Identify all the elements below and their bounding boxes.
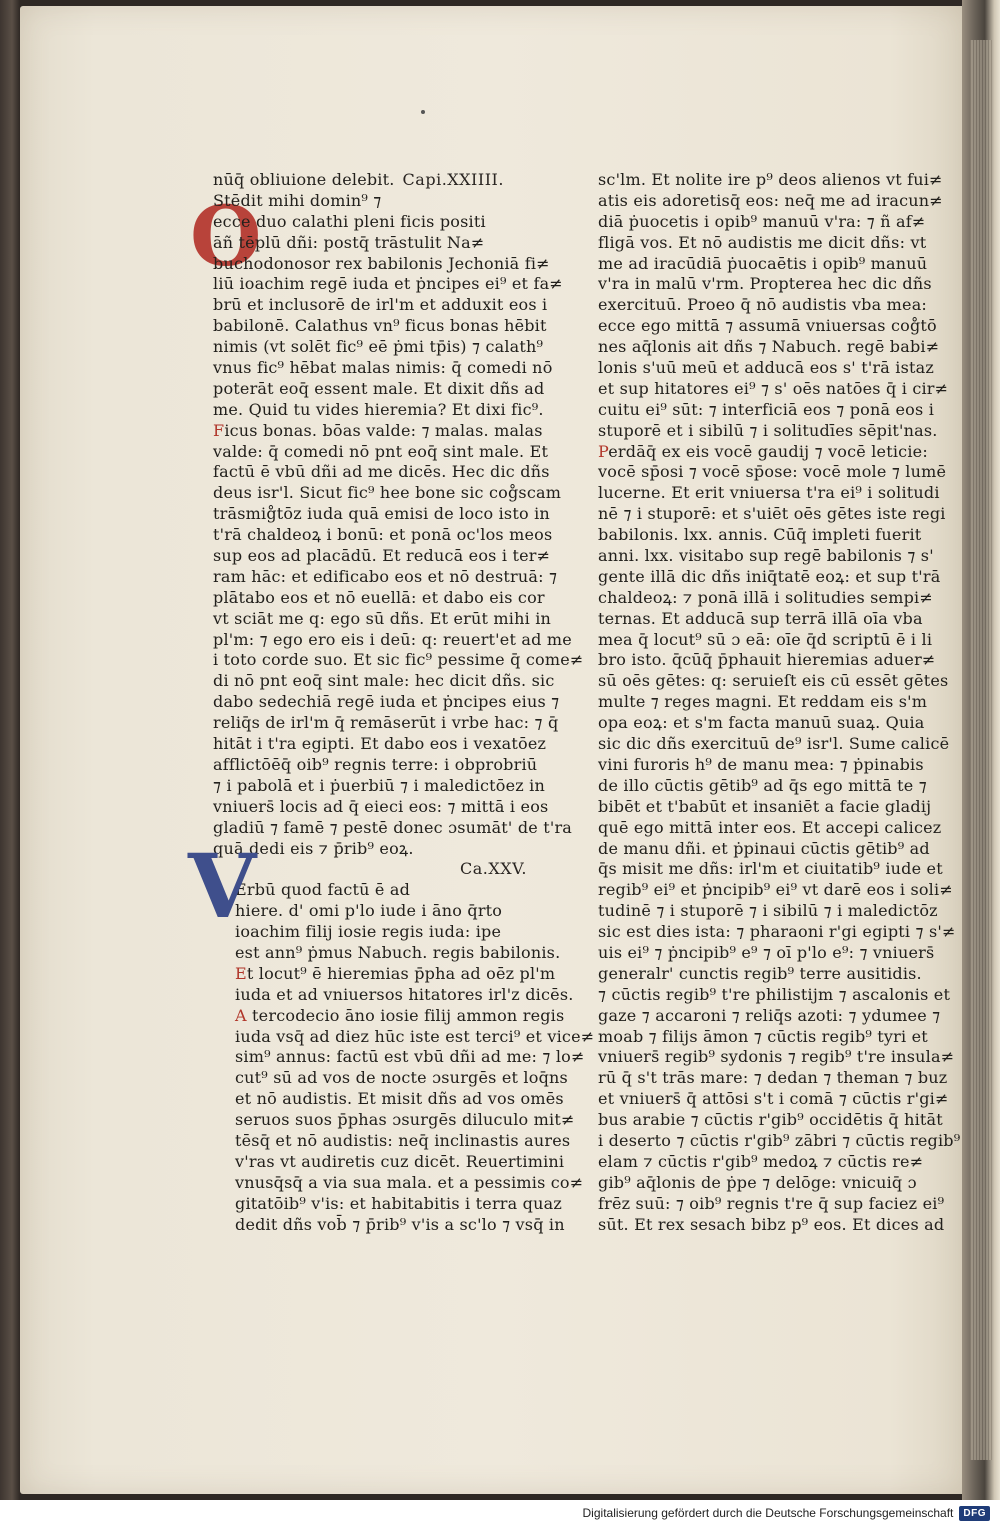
- text-line: quā dedi eis ⁊ p̄rib⁹ eoꝝ.: [213, 838, 414, 858]
- text-line: t'rā chaldeoꝝ i bonū: et ponā oc'los meos: [213, 525, 553, 545]
- text-line: rū q̄ s't trās mare: ⁊ dedan ⁊ theman ⁊ buz: [598, 1068, 948, 1088]
- text-line: vniuers̄ regib⁹ sydonis ⁊ regib⁹ t're insula≠: [598, 1047, 955, 1067]
- text-line: me ad iracūdiā ṗuocaētis i opib⁹ manuū: [598, 253, 928, 273]
- text-line: et nō audistis. Et misit dñs ad vos omēs: [235, 1089, 564, 1109]
- text-line: multe ⁊ reges magni. Et reddam eis s'm: [598, 692, 928, 712]
- text-line: nimis (vt solēt fic⁹ eē ṗmi tp̄is) ⁊ calath⁹: [213, 337, 544, 357]
- text-line: poterāt eoq̄ essent male. Et dixit dñs ad: [213, 378, 545, 398]
- text-line: Perdāq̄ ex eis vocē gaudij ⁊ vocē leticie:: [598, 441, 928, 461]
- text-line: sc'lm. Et nolite ire p⁹ deos alienos vt fui≠: [598, 170, 943, 189]
- chapter-heading: Ca.XXV.: [460, 859, 527, 879]
- text-line: ioachim filij iosie regis iuda: ipe: [235, 922, 502, 942]
- text-line: buchodonosor rex babilonis Jechoniā fi≠: [213, 253, 550, 273]
- text-line: gente illā dic dñs iniq̄tatē eoꝝ: et sup t'rā: [598, 566, 941, 586]
- text-line: sū oēs gētes: q: seruieſt eis cū essēt gētes: [598, 671, 949, 691]
- chapter-heading-row-2: [213, 859, 533, 880]
- text-line: frēz suū: ⁊ oib⁹ regnis t're q̄ sup faciez ei⁹: [598, 1193, 945, 1213]
- text-line: ⁊ cūctis regib⁹ t're philistijm ⁊ ascalonis et: [598, 984, 951, 1004]
- text-line: Erbū quod factū ē ad: [235, 880, 411, 900]
- text-line: generalr' cunctis regib⁹ terre ausitidis.: [598, 963, 922, 983]
- text-line: ecce duo calathi pleni ficis positi: [213, 211, 486, 231]
- text-line: iuda vsq̄ ad diez hūc iste est terci⁹ et vice≠: [235, 1026, 595, 1046]
- text-line: cuitu ei⁹ sūt: ⁊ interficiā eos ⁊ ponā eos i: [598, 399, 935, 419]
- text-line: fligā vos. Et nō audistis me dicit dñs: vt: [598, 232, 927, 252]
- chapter-24-text: [213, 190, 584, 860]
- text-line: reliq̄s de irl'm q̄ remāserūt i vrbe hac: ⁊ q̄: [213, 713, 559, 733]
- dfg-logo: DFG: [959, 1506, 990, 1521]
- text-line: bibēt et t'babūt et insaniēt a facie gladij: [598, 796, 932, 816]
- text-line: vnusq̄sq̄ a via sua mala. et a pessimis co≠: [235, 1172, 584, 1192]
- text-line: ⁊ i pabolā et i ṗuerbiū ⁊ i maledictōez in: [213, 775, 545, 795]
- text-line: et vniuers̄ q̄ attōsi s't i comā ⁊ cūctis r'gi≠: [598, 1089, 949, 1109]
- text-line: de illo cūctis gētib⁹ ad q̄s ego mittā te ⁊: [598, 775, 927, 795]
- page-mark: [421, 110, 425, 114]
- chapter-25-text: [213, 880, 595, 1235]
- text-line: iuda et ad vniuersos hitatores irl'z dicēs.: [235, 984, 574, 1004]
- footer-credit: Digitalisierung gefördert durch die Deutsche Forschungsgemeinschaft: [582, 1506, 954, 1520]
- text-line: tudinē ⁊ i stuporē ⁊ i sibilū ⁊ i maledictōz: [598, 901, 938, 921]
- text-line: anni. lxx. visitabo sup regē babilonis ⁊ s': [598, 546, 934, 566]
- text-line: nes aq̄lonis ait dñs ⁊ Nabuch. regē babi≠: [598, 337, 940, 357]
- text-line: v'ras vt audiretis cuz dicēt. Reuertimini: [235, 1151, 565, 1171]
- text-line: est ann⁹ ṗmus Nabuch. regis babilonis.: [235, 942, 561, 962]
- text-line: nē ⁊ i stuporē: et s'uiēt oēs gētes iste regi: [598, 504, 946, 524]
- text-line: moab ⁊ filijs āmon ⁊ cūctis regib⁹ tyri et: [598, 1026, 928, 1046]
- book-gutter: [962, 0, 1000, 1500]
- text-line: hitāt i t'ra egipti. Et dabo eos i vexatōez: [213, 734, 547, 754]
- text-line: afflictōēq̄ oib⁹ regnis terre: i obprobriū: [213, 754, 538, 774]
- text-line: dabo sedechiā regē iuda et ṗncipes eius ⁊: [213, 692, 560, 712]
- text-line: q̄s misit me dñs: irl'm et ciuitatib⁹ iude et: [598, 859, 943, 879]
- text-line: Et locut⁹ ē hieremias p̄pha ad oēz pl'm: [235, 963, 556, 983]
- text-line: sup eos ad placādū. Et reducā eos i ter≠: [213, 546, 551, 566]
- text-line: gaze ⁊ accaroni ⁊ reliq̄s azoti: ⁊ ydumee ⁊: [598, 1005, 941, 1025]
- chapter-heading-row: [213, 170, 533, 191]
- text-line: bus arabie ⁊ cūctis r'gib⁹ occidētis q̄ hitāt: [598, 1110, 943, 1130]
- text-line: Stēdit mihi domin⁹ ⁊: [213, 190, 382, 210]
- text-line: elam ⁊ cūctis r'gib⁹ medoꝝ ⁊ cūctis re≠: [598, 1151, 924, 1171]
- text-line: gladiū ⁊ famē ⁊ pestē donec ɔsumāt' de t'ra: [213, 817, 573, 837]
- text-line: stuporē et i sibilū ⁊ i solitudīes sēpit'nas.: [598, 420, 938, 440]
- text-line: liū ioachim regē iuda et ṗncipes ei⁹ et fa≠: [213, 274, 563, 294]
- text-line: bro isto. q̄cūq̄ p̄phauit hieremias aduer≠: [598, 650, 936, 670]
- text-line: vini furoris h⁹ de manu mea: ⁊ ṗpinabis: [598, 754, 924, 774]
- text-line: lucerne. Et erit vniuersa t'ra ei⁹ i solitudi: [598, 483, 940, 503]
- text-line: babilonē. Calathus vn⁹ ficus bonas hēbit: [213, 316, 547, 336]
- decorated-initial-red: O: [190, 189, 262, 285]
- text-line: valde: q̄ comedi nō pnt eoq̄ sint male. Et: [213, 441, 549, 461]
- text-line: babilonis. lxx. annis. Cūq̄ impleti fuerit: [598, 525, 922, 545]
- text-line: sim⁹ annus: factū est vbū dñi ad me: ⁊ lo≠: [235, 1047, 585, 1067]
- text-line: trāsmig̊tōz iuda quā emisi de loco isto in: [213, 504, 550, 524]
- text-line: factū ē vbū dñi ad me dicēs. Hec dic dñs: [213, 462, 550, 482]
- text-line: exercituū. Proeo q̄ nō audistis vba mea:: [598, 295, 928, 315]
- right-text-column: [598, 170, 961, 1235]
- first-line: nūq̄ obliuione delebit.: [213, 170, 395, 189]
- text-line: brū et inclusorē de irl'm et adduxit eos i: [213, 295, 548, 315]
- text-line: gitatōib⁹ v'is: et habitabitis i terra quaz: [235, 1193, 562, 1213]
- text-line: mea q̄ locut⁹ sū ɔ eā: oīe q̄d scriptū ē i li: [598, 629, 933, 649]
- text-line: sic dic dñs exercituū de⁹ isr'l. Sume calicē: [598, 734, 950, 754]
- text-line: pl'm: ⁊ ego ero eis i deū: q: reuert'et ad me: [213, 629, 572, 649]
- text-line: diā ṗuocetis i opib⁹ manuū v'ra: ⁊ ñ af≠: [598, 211, 926, 231]
- text-line: uis ei⁹ ⁊ ṗncipib⁹ e⁹ ⁊ oī p'lo e⁹: ⁊ vniuers̄: [598, 942, 935, 962]
- text-line: vocē sp̄osi ⁊ vocē sp̄ose: vocē mole ⁊ lumē: [598, 462, 947, 482]
- text-line: A tercodecio āno iosie filij ammon regis: [235, 1005, 565, 1025]
- text-line: chaldeoꝝ: ⁊ ponā illā i solitudies sempi≠: [598, 587, 933, 607]
- text-line: v'ra in malū v'rm. Propterea hec dic dñs: [598, 274, 932, 294]
- text-line: quē ego mittā inter eos. Et accepi calicez: [598, 817, 942, 837]
- text-line: regib⁹ ei⁹ et ṗncipib⁹ ei⁹ vt darē eos i soli≠: [598, 880, 953, 900]
- text-line: Ficus bonas. bōas valde: ⁊ malas. malas: [213, 420, 543, 440]
- text-line: dedit dñs vob̄ ⁊ p̄rib⁹ v'is a sc'lo ⁊ vsq̄ in: [235, 1214, 565, 1234]
- chapter-heading: Capi.XXIIII.: [402, 170, 504, 189]
- text-line: lonis s'uū meū et adducā eos s' t'rā istaz: [598, 358, 935, 378]
- decorated-initial-blue: V: [188, 834, 257, 938]
- text-line: hiere. d' omi p'lo iude i āno q̄rto: [235, 901, 503, 921]
- text-line: vniuers̄ locis ad q̄ eieci eos: ⁊ mittā i eos: [213, 796, 549, 816]
- text-line: ecce ego mittā ⁊ assumā vniuersas cog̊tō: [598, 316, 937, 336]
- text-line: me. Quid tu vides hieremia? Et dixi fic⁹.: [213, 399, 544, 419]
- text-line: plātabo eos et nō euellā: et dabo eis cor: [213, 587, 545, 607]
- text-line: i deserto ⁊ cūctis r'gib⁹ zābri ⁊ cūctis regib⁹: [598, 1130, 961, 1150]
- text-line: sūt. Et rex sesach bibz p⁹ eos. Et dices ad: [598, 1214, 945, 1234]
- footer-bar: [0, 1500, 1000, 1526]
- text-line: tēsq̄ et nō audistis: neq̄ inclinastis aures: [235, 1130, 571, 1150]
- text-line: sic est dies ista: ⁊ pharaoni r'gi egipti ⁊ s'≠: [598, 922, 956, 942]
- left-text-column: [213, 170, 595, 1235]
- text-line: āñ tēplū dñi: postq̄ trāstulit Na≠: [213, 232, 485, 252]
- text-line: di nō pnt eoq̄ sint male: hec dicit dñs. sic: [213, 671, 555, 691]
- text-line: seruos suos p̄phas ɔsurgēs diluculo mit≠: [235, 1110, 575, 1130]
- text-line: vt sciāt me q: ego sū dñs. Et erūt mihi in: [213, 608, 552, 628]
- text-line: cut⁹ sū ad vos de nocte ɔsurgēs et loq̄ns: [235, 1068, 568, 1088]
- text-line: gib⁹ aq̄lonis de ṗpe ⁊ delōge: vnicuiq̄ ɔ: [598, 1172, 917, 1192]
- text-line: de manu dñi. et ṗpinaui cūctis gētib⁹ ad: [598, 838, 930, 858]
- text-line: opa eoꝝ: et s'm facta manuū suaꝝ. Quia: [598, 713, 925, 733]
- text-line: atis eis adoretisq̄ eos: neq̄ me ad iracun≠: [598, 190, 943, 210]
- text-line: ram hāc: et edificabo eos et nō destruā: ⁊: [213, 566, 558, 586]
- text-line: ternas. Et adducā sup terrā illā oīa vba: [598, 608, 923, 628]
- text-line: et sup hitatores ei⁹ ⁊ s' oēs natōes q̄ i cir≠: [598, 378, 949, 398]
- text-line: vnus fic⁹ hēbat malas nimis: q̄ comedi nō: [213, 358, 553, 378]
- text-line: i toto corde suo. Et sic fic⁹ pessime q̄ come≠: [213, 650, 584, 670]
- text-line: deus isr'l. Sicut fic⁹ hee bone sic cog̊scam: [213, 483, 562, 503]
